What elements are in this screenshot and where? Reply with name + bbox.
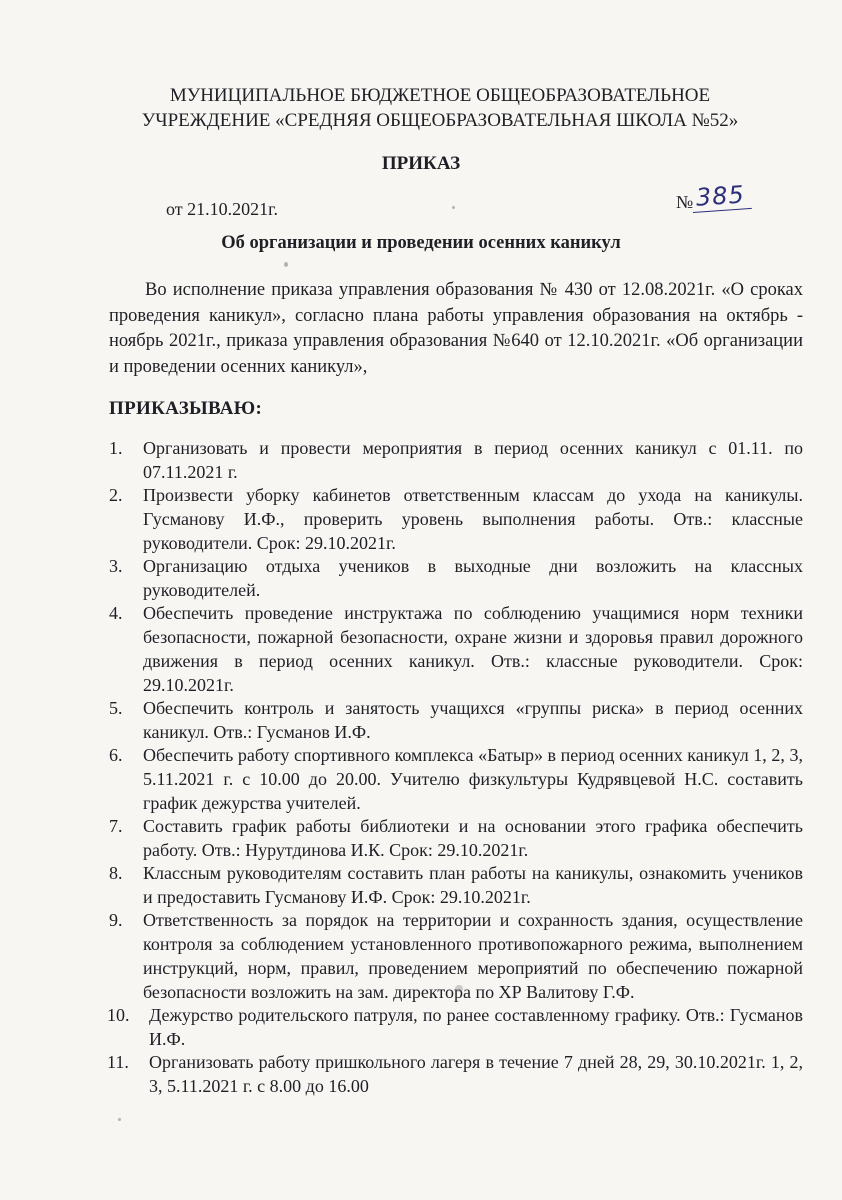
document-title: ПРИКАЗ: [381, 153, 461, 174]
organization-line-2: УЧРЕЖДЕНИЕ «СРЕДНЯЯ ОБЩЕОБРАЗОВАТЕЛЬНАЯ ШКОЛА №52»: [141, 110, 739, 131]
item-number: 1.: [109, 438, 123, 458]
list-item: [109, 696, 803, 744]
list-item: [109, 814, 803, 862]
item-number: 4.: [109, 603, 123, 623]
item-text: Классным руководителям составить план работы на каникулы, ознакомить учеников и предоставить Гусманову И.Ф. Срок: 29.10.2021г.: [143, 863, 803, 907]
item-text: Организовать работу пришкольного лагеря в течение 7 дней 28, 29, 30.10.2021г. 1, 2, 3, 5.11.2021 г. с 8.00 до 16.00: [149, 1052, 803, 1096]
item-text: Произвести уборку кабинетов ответственным классам до ухода на каникулы. Гусманову И.Ф., проверить уровень выполнения работы. Отв.: классные руководители. Срок: 29.10.2021г.: [143, 485, 803, 553]
item-text: Составить график работы библиотеки и на основании этого графика обеспечить работу. Отв.: Нурутдинова И.К. Срок: 29.10.2021г.: [143, 816, 803, 860]
item-text: Обеспечить проведение инструктажа по соблюдению учащимися норм техники безопасности, пожарной безопасности, охране жизни и здоровья правил дорожного движения в период осенних каникул. Отв.: классные руководители. Срок: 29.10.2021г.: [143, 603, 803, 695]
list-item: [109, 601, 803, 697]
list-item: [109, 483, 803, 555]
item-text: Дежурство родительского патруля, по ранее составленному графику. Отв.: Гусманов И.Ф.: [149, 1005, 803, 1049]
order-date: от 21.10.2021г.: [166, 199, 278, 219]
number-sign: №: [676, 192, 694, 212]
scan-speck: [455, 985, 463, 992]
item-number: 11.: [107, 1052, 129, 1072]
list-item: [109, 743, 803, 815]
list-item: [109, 1003, 803, 1051]
item-number: 3.: [109, 556, 123, 576]
organization-line-1: МУНИЦИПАЛЬНОЕ БЮДЖЕТНОЕ ОБЩЕОБРАЗОВАТЕЛЬНОЕ: [169, 85, 711, 106]
preamble-paragraph: Во исполнение приказа управления образования № 430 от 12.08.2021г. «О сроках проведения каникул», согласно плана работы управления образования на октябрь - ноябрь 2021г., приказа управления образования №640 от 12.10.2021г. «Об организации и проведении осенних каникул»,: [109, 280, 803, 377]
list-item: [109, 554, 803, 602]
item-text: Обеспечить работу спортивного комплекса «Батыр» в период осенних каникул 1, 2, 3, 5.11.2021 г. с 10.00 до 20.00. Учителю физкультуры Кудрявцевой Н.С. составить график дежурства учителей.: [143, 745, 803, 813]
item-text: Организацию отдыха учеников в выходные дни возложить на классных руководителей.: [143, 556, 803, 600]
item-text: Обеспечить контроль и занятость учащихся «группы риска» в период осенних каникул. Отв.: Гусманов И.Ф.: [143, 698, 803, 742]
item-number: 8.: [109, 863, 123, 883]
order-number: [676, 180, 752, 213]
item-text: Ответственность за порядок на территории и сохранность здания, осуществление контроля за соблюдением установленного противопожарного режима, выполнением инструкций, норм, правил, проведением мероприятий по обеспечению пожарной безопасности возложить на зам. директора по ХР Валитову Г.Ф.: [143, 910, 803, 1002]
scan-speck: [284, 262, 288, 267]
order-items-list: [109, 436, 803, 1097]
list-item: [109, 1050, 803, 1098]
item-number: 10.: [107, 1005, 130, 1025]
organization-header: [120, 83, 760, 133]
handwritten-number: 385: [691, 180, 752, 213]
item-number: 5.: [109, 698, 123, 718]
item-number: 9.: [109, 910, 123, 930]
order-subject: Об организации и проведении осенних каникул: [221, 233, 621, 253]
order-word: ПРИКАЗЫВАЮ:: [109, 398, 263, 419]
item-number: 7.: [109, 816, 123, 836]
list-item: [109, 861, 803, 909]
scan-speck: [452, 206, 455, 209]
scan-speck: [118, 1118, 121, 1121]
item-number: 2.: [109, 485, 123, 505]
item-number: 6.: [109, 745, 123, 765]
list-item: [109, 436, 803, 484]
item-text: Организовать и провести мероприятия в период осенних каникул с 01.11. по 07.11.2021 г.: [143, 438, 803, 482]
